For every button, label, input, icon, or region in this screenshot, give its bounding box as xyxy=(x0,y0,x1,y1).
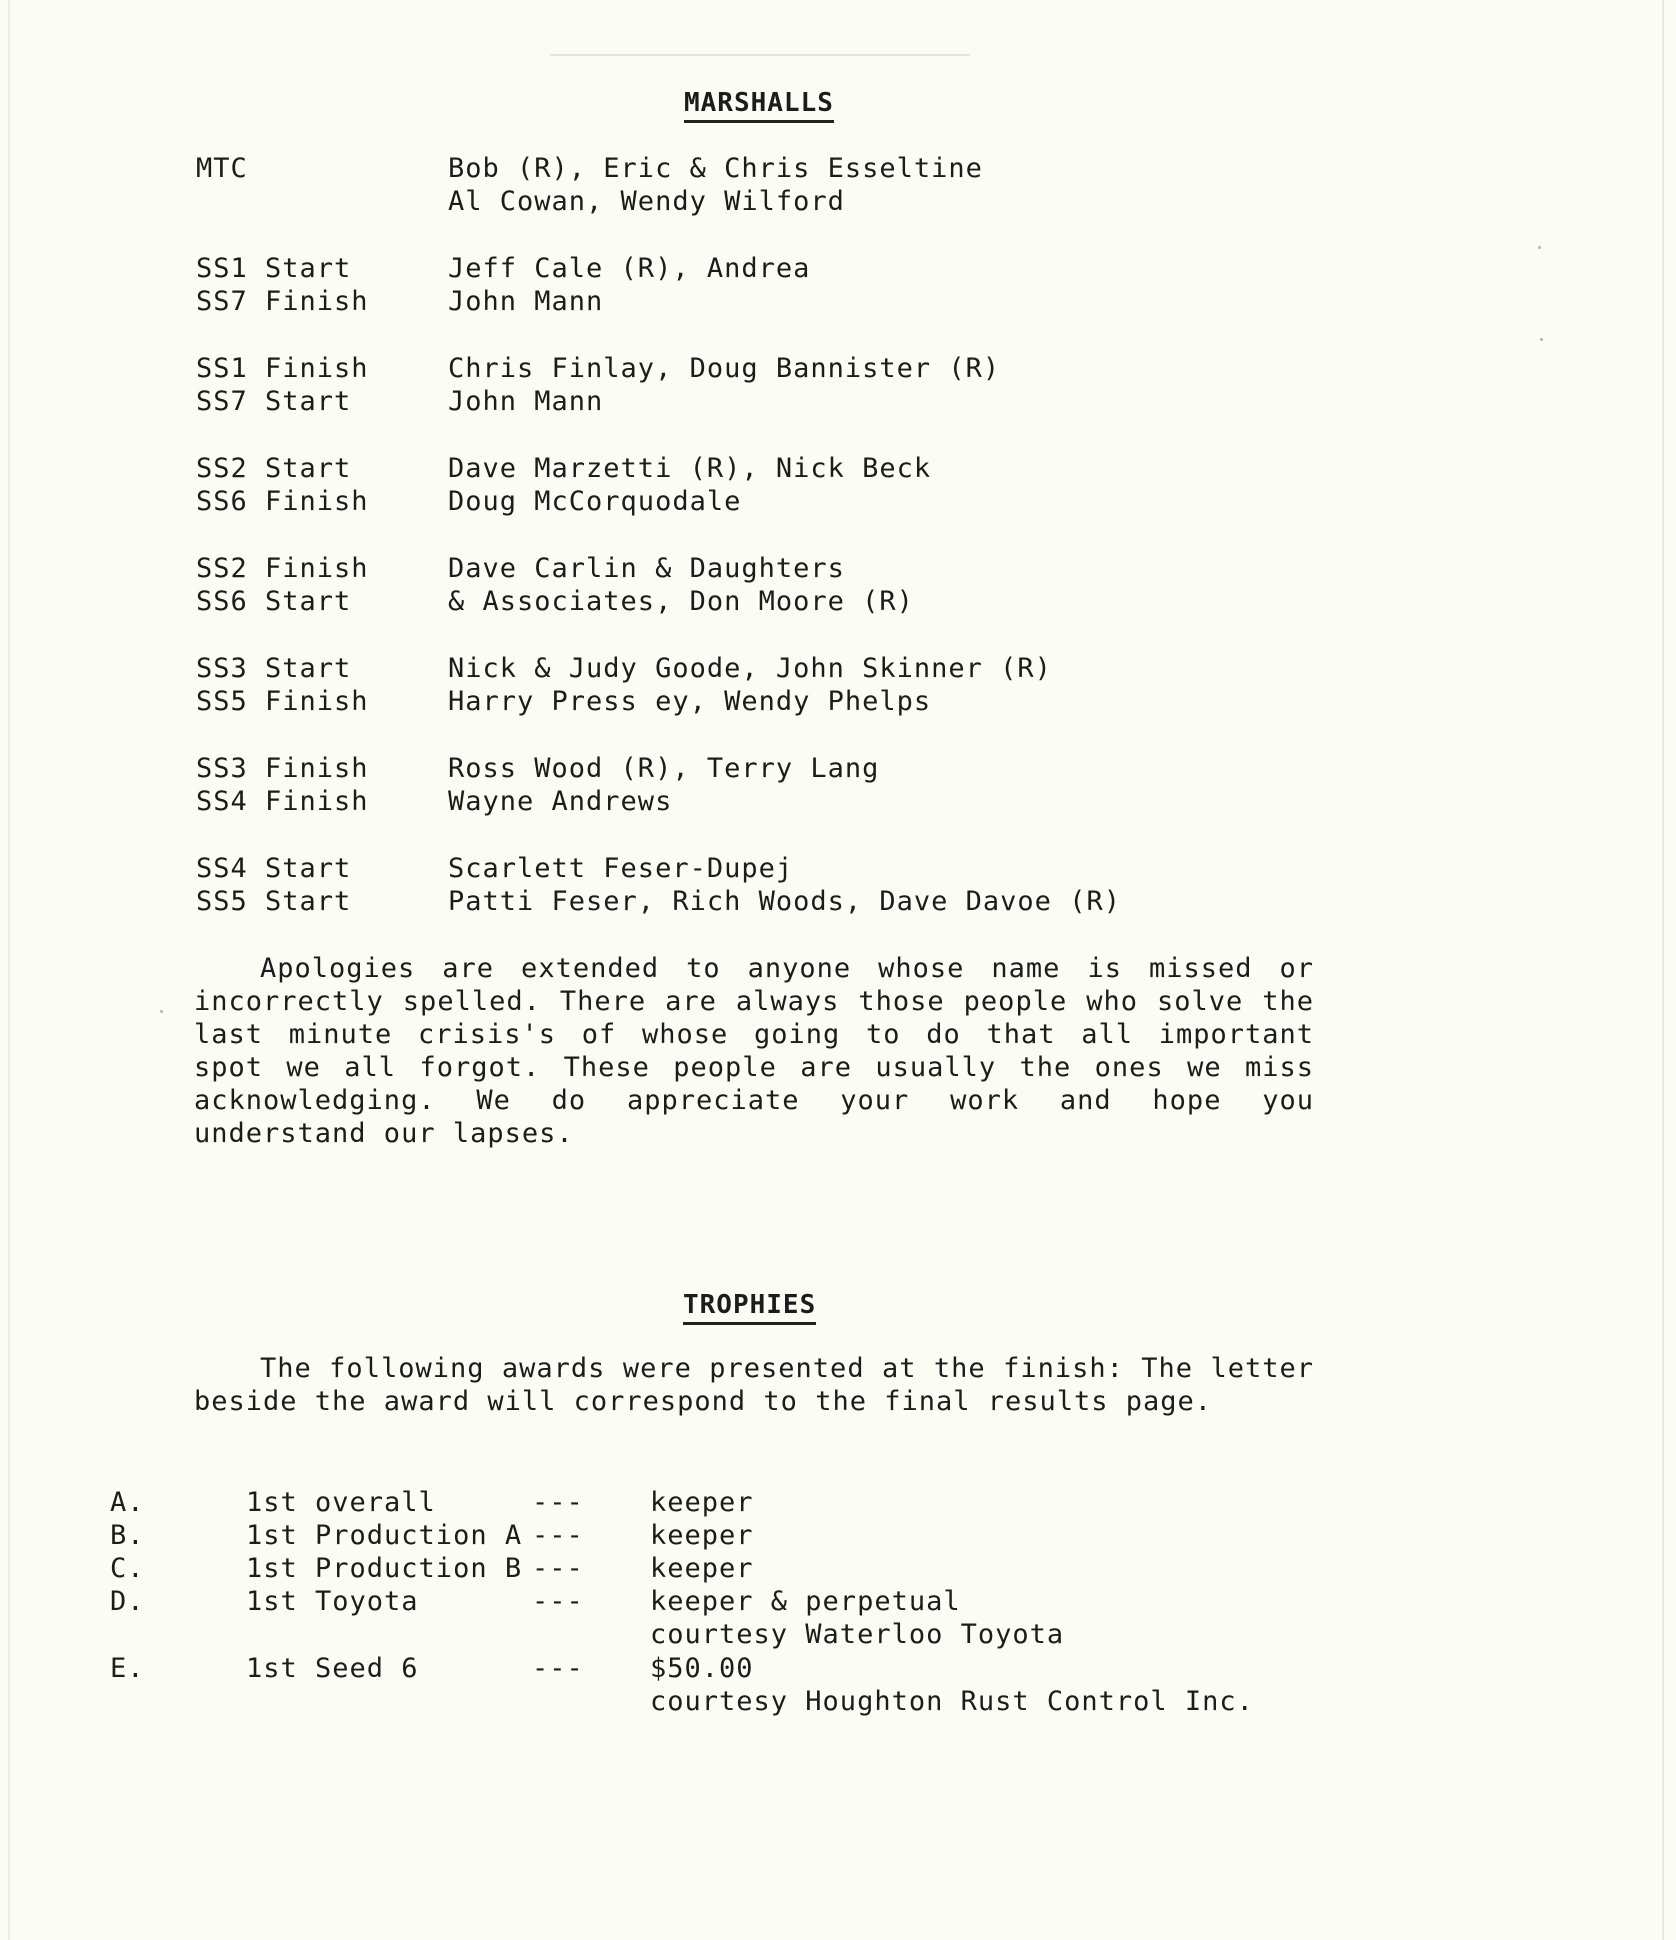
station-label: SS1 Start xyxy=(196,253,352,284)
trophy-award: 1st Toyota xyxy=(246,1586,419,1617)
station-label: SS6 Start xyxy=(196,586,352,617)
station-label: SS7 Start xyxy=(196,386,352,417)
trophy-letter: A. xyxy=(110,1487,145,1518)
station-label: SS2 Finish xyxy=(196,553,369,584)
trophy-letter: B. xyxy=(110,1520,145,1551)
marshall-names: Scarlett Feser-Dupej xyxy=(448,853,794,884)
paper-speck xyxy=(1538,246,1541,249)
trophy-dash: --- xyxy=(532,1487,584,1518)
paper-speck xyxy=(160,1010,163,1013)
marshall-names: & Associates, Don Moore (R) xyxy=(448,586,914,617)
trophy-dash: --- xyxy=(532,1653,584,1684)
marshall-names: Jeff Cale (R), Andrea xyxy=(448,253,811,284)
marshall-names: Ross Wood (R), Terry Lang xyxy=(448,753,880,784)
trophy-prize: $50.00 xyxy=(650,1653,754,1684)
trophy-award: 1st Seed 6 xyxy=(246,1653,419,1684)
trophy-prize-courtesy: courtesy Waterloo Toyota xyxy=(650,1619,1065,1650)
trophy-prize: keeper & perpetual xyxy=(650,1586,961,1617)
trophies-intro: The following awards were presented at the finish: The letter beside the award will correspond to the final results page. xyxy=(194,1353,1314,1417)
paper-speck xyxy=(1540,338,1543,341)
marshall-names: Al Cowan, Wendy Wilford xyxy=(448,186,845,217)
marshall-names: Nick & Judy Goode, John Skinner (R) xyxy=(448,653,1052,684)
trophy-prize: keeper xyxy=(650,1520,754,1551)
marshall-names: Dave Carlin & Daughters xyxy=(448,553,845,584)
station-label: SS4 Start xyxy=(196,853,352,884)
station-label: SS5 Start xyxy=(196,886,352,917)
trophy-prize: keeper xyxy=(650,1553,754,1584)
station-label: SS1 Finish xyxy=(196,353,369,384)
marshall-names: John Mann xyxy=(448,386,604,417)
marshall-names: Wayne Andrews xyxy=(448,786,673,817)
trophy-dash: --- xyxy=(532,1553,584,1584)
station-label: SS7 Finish xyxy=(196,286,369,317)
trophy-dash: --- xyxy=(532,1586,584,1617)
marshall-names: Chris Finlay, Doug Bannister (R) xyxy=(448,353,1001,384)
station-label: SS3 Finish xyxy=(196,753,369,784)
marshall-names: John Mann xyxy=(448,286,604,317)
trophy-letter: D. xyxy=(110,1586,145,1617)
marshall-names: Dave Marzetti (R), Nick Beck xyxy=(448,453,932,484)
trophy-award: 1st Production A xyxy=(246,1520,523,1551)
station-label: SS5 Finish xyxy=(196,686,369,717)
trophy-award: 1st Production B xyxy=(246,1553,523,1584)
apology-paragraph: Apologies are extended to anyone whose name is missed or incorrectly spelled. There are always those people who solve the last minute crisis's of whose going to do that all important spot we all forgot. These people are usually the ones we miss acknowledging. We do appreciate your work and hope you understand our lapses. xyxy=(194,953,1314,1149)
trophy-prize-courtesy: courtesy Houghton Rust Control Inc. xyxy=(650,1686,1254,1717)
trophy-letter: E. xyxy=(110,1653,145,1684)
station-label: SS6 Finish xyxy=(196,486,369,517)
marshall-names: Doug McCorquodale xyxy=(448,486,742,517)
marshall-names: Bob (R), Eric & Chris Esseltine xyxy=(448,153,983,184)
marshall-names: Harry Press ey, Wendy Phelps xyxy=(448,686,932,717)
marshall-names: Patti Feser, Rich Woods, Dave Davoe (R) xyxy=(448,886,1121,917)
station-label: SS4 Finish xyxy=(196,786,369,817)
trophy-award: 1st overall xyxy=(246,1487,436,1518)
station-label: SS2 Start xyxy=(196,453,352,484)
station-label: MTC xyxy=(196,153,248,184)
show-through-header xyxy=(550,14,970,56)
marshalls-heading: MARSHALLS xyxy=(684,88,834,123)
trophy-prize: keeper xyxy=(650,1487,754,1518)
trophies-heading: TROPHIES xyxy=(683,1290,816,1325)
trophy-dash: --- xyxy=(532,1520,584,1551)
trophy-letter: C. xyxy=(110,1553,145,1584)
station-label: SS3 Start xyxy=(196,653,352,684)
